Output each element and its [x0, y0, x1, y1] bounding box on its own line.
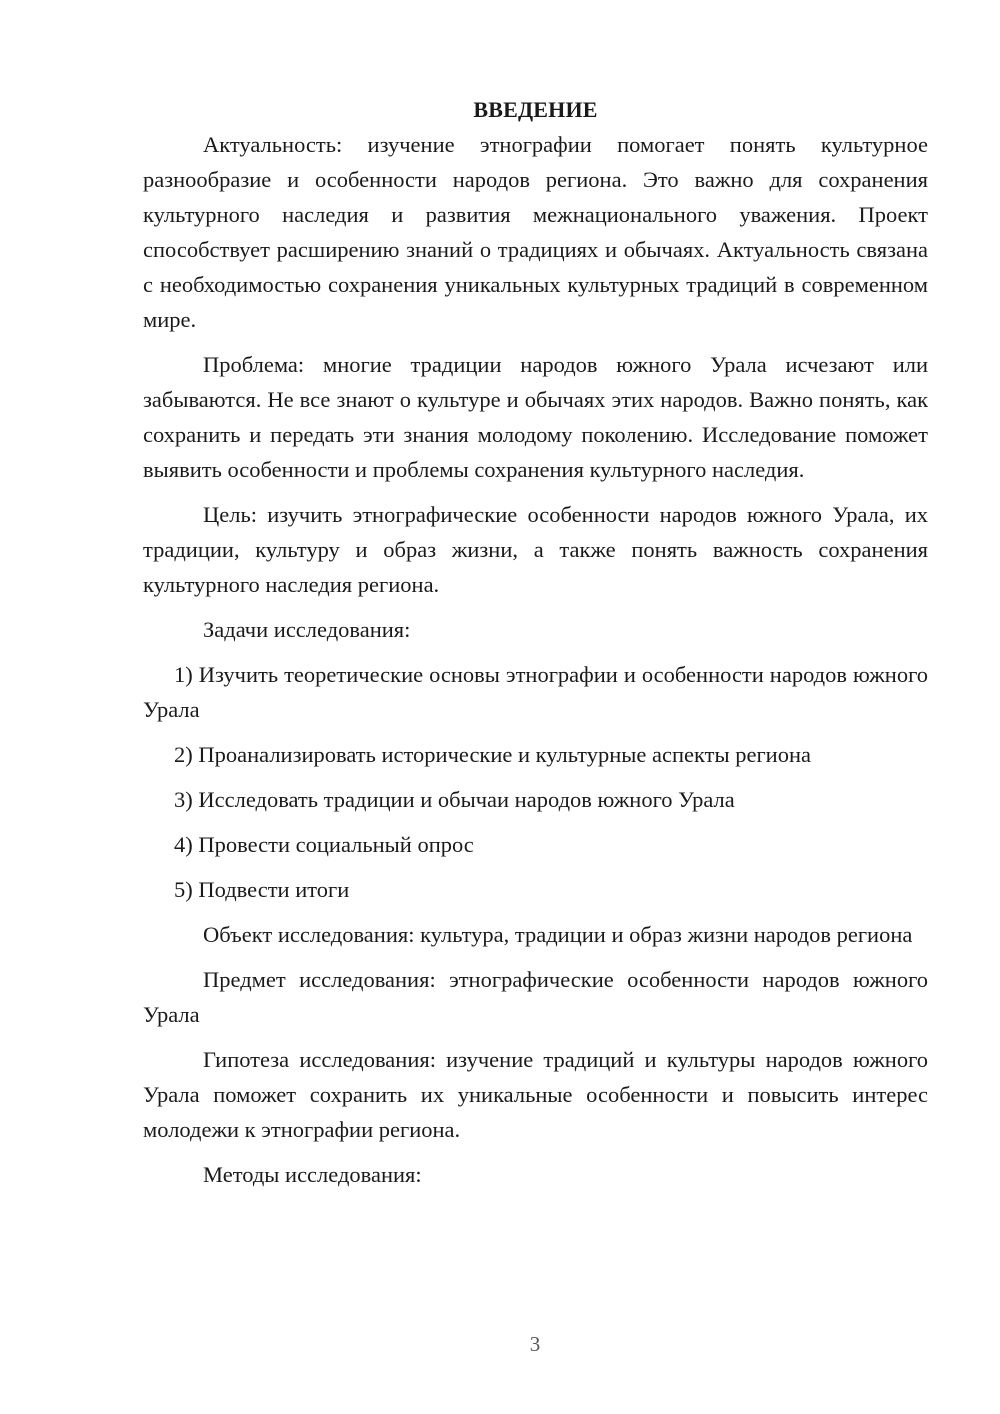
- task-item-1: 1) Изучить теоретические основы этнографии и особенности народов южного Урала: [143, 662, 928, 722]
- document-page: [143, 92, 928, 1192]
- tasks-heading: Задачи исследования:: [203, 617, 411, 642]
- paragraph-problem: Проблема: многие традиции народов южного Урала исчезают или забываются. Не все знают о культуре и обычаях этих народов. Важно понять, как сохранить и передать эти знания молодому поколению. Исследование поможет выявить особенности и проблемы сохранения культурного наследия.: [143, 352, 928, 482]
- paragraph-goal: Цель: изучить этнографические особенности народов южного Урала, их традиции, культуру и образ жизни, а также понять важность сохранения культурного наследия региона.: [143, 502, 928, 597]
- task-item-2: 2) Проанализировать исторические и культурные аспекты региона: [174, 742, 811, 767]
- paragraph-object: Объект исследования: культура, традиции и образ жизни народов региона: [203, 922, 913, 947]
- task-item-4: 4) Провести социальный опрос: [174, 832, 474, 857]
- paragraph-subject: Предмет исследования: этнографические особенности народов южного Урала: [143, 967, 928, 1027]
- task-item-3: 3) Исследовать традиции и обычаи народов южного Урала: [174, 787, 735, 812]
- page-number: 3: [529, 1332, 541, 1356]
- paragraph-relevance: Актуальность: изучение этнографии помогает понять культурное разнообразие и особенности народов региона. Это важно для сохранения культурного наследия и развития межнационального уважения. Проект способствует расширению знаний о традициях и обычаях. Актуальность связана с необходимостью сохранения уникальных культурных традиций в современном мире.: [143, 132, 928, 332]
- methods-heading: Методы исследования:: [203, 1162, 422, 1187]
- paragraph-hypothesis: Гипотеза исследования: изучение традиций и культуры народов южного Урала поможет сохранить их уникальные особенности и повысить интерес молодежи к этнографии региона.: [143, 1047, 928, 1142]
- task-item-5: 5) Подвести итоги: [174, 877, 350, 902]
- section-title: ВВЕДЕНИЕ: [473, 97, 598, 122]
